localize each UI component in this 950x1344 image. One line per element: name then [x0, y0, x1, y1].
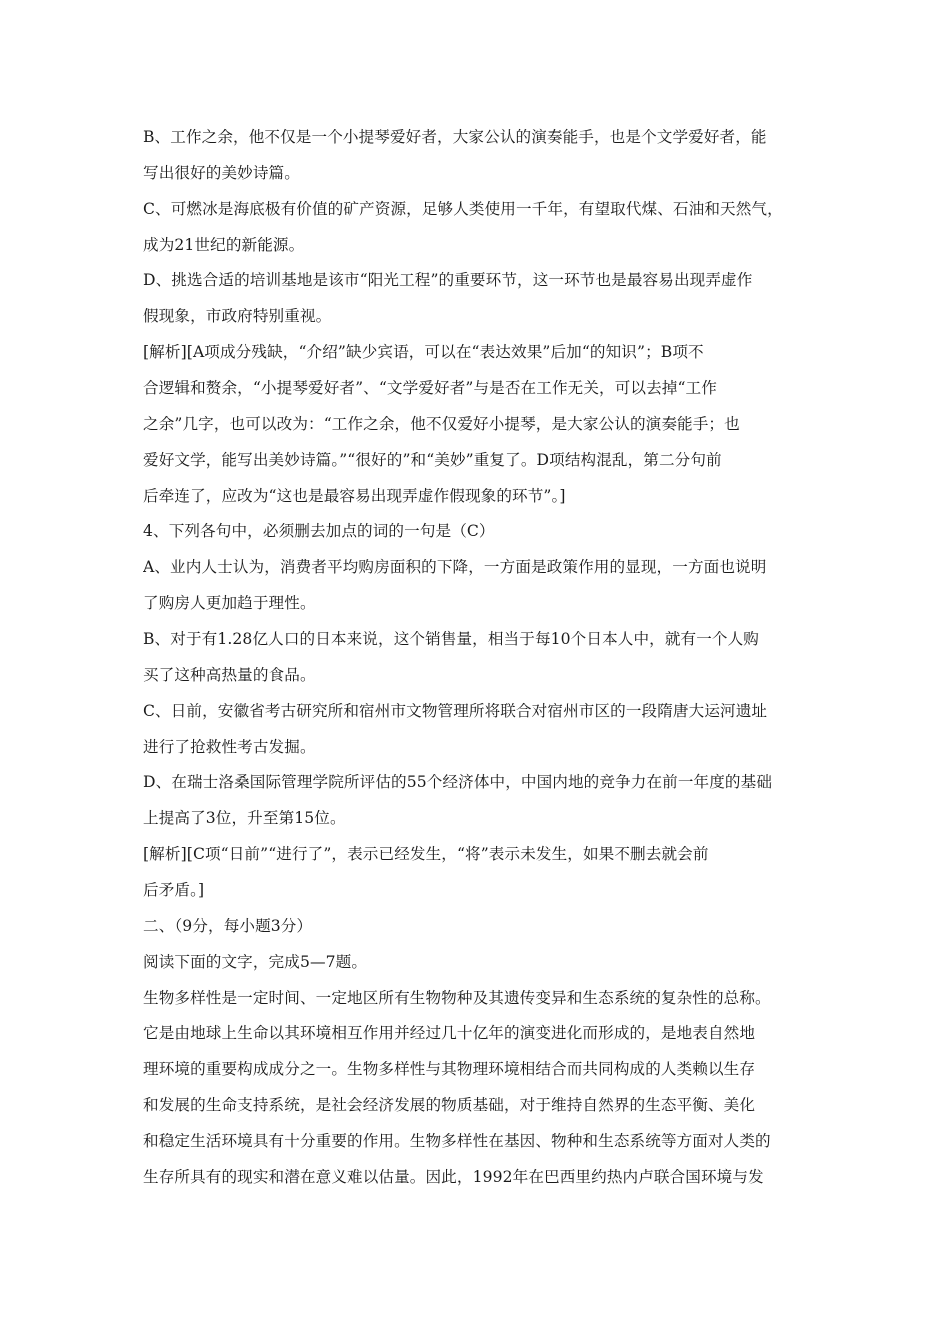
text-line: [解析][C项“日前”“进行了”，表示已经发生，“将”表示未发生，如果不删去就会前 [143, 845, 709, 863]
text-line: 爱好文学，能写出美妙诗篇。”“很好的”和“美妙”重复了。D项结构混乱，第二分句前 [143, 451, 722, 469]
text-line: C、可燃冰是海底极有价值的矿产资源，足够人类使用一千年，有望取代煤、石油和天然气， [143, 200, 783, 218]
text-line: 进行了抢救性考古发掘。 [143, 738, 316, 756]
text-line: 理环境的重要构成成分之一。生物多样性与其物理环境相结合而共同构成的人类赖以生存 [143, 1060, 756, 1078]
section-heading: 二、（9分，每小题3分） [143, 917, 313, 935]
text-line: D、挑选合适的培训基地是该市“阳光工程”的重要环节，这一环节也是最容易出现弄虚作 [143, 271, 753, 289]
text-line: 后牵连了，应改为“这也是最容易出现弄虚作假现象的环节”。] [143, 487, 566, 505]
text-line: 生物多样性是一定时间、一定地区所有生物物种及其遗传变异和生态系统的复杂性的总称。 [143, 989, 771, 1007]
text-line: 上提高了3位，升至第15位。 [143, 809, 346, 827]
text-line: 写出很好的美妙诗篇。 [143, 164, 300, 182]
text-line: 4、下列各句中，必须删去加点的词的一句是（C） [143, 522, 495, 540]
text-line: B、对于有1.28亿人口的日本来说，这个销售量，相当于每10个日本人中，就有一个人购 [143, 630, 760, 648]
text-line: 假现象，市政府特别重视。 [143, 307, 332, 325]
text-line: 后矛盾。] [143, 881, 205, 899]
text-line: 它是由地球上生命以其环境相互作用并经过几十亿年的演变进化而形成的，是地表自然地 [143, 1024, 756, 1042]
text-line: D、在瑞士洛桑国际管理学院所评估的55个经济体中，中国内地的竞争力在前一年度的基础 [143, 773, 773, 791]
text-line: 阅读下面的文字，完成5—7题。 [143, 953, 368, 971]
text-line: 了购房人更加趋于理性。 [143, 594, 316, 612]
text-line: 买了这种高热量的食品。 [143, 666, 316, 684]
text-line: 合逻辑和赘余，“小提琴爱好者”、“文学爱好者”与是否在工作无关，可以去掉“工作 [143, 379, 717, 397]
text-line: [解析][A项成分残缺，“介绍”缺少宾语，可以在“表达效果”后加“的知识”；B项不 [143, 343, 704, 361]
text-line: 生存所具有的现实和潜在意义难以估量。因此，1992年在巴西里约热内卢联合国环境与发 [143, 1168, 764, 1186]
text-line: 和发展的生命支持系统，是社会经济发展的物质基础，对于维持自然界的生态平衡、美化 [143, 1096, 756, 1114]
text-line: A、业内人士认为，消费者平均购房面积的下降，一方面是政策作用的显现，一方面也说明 [143, 558, 767, 576]
text-line: 和稳定生活环境具有十分重要的作用。生物多样性在基因、物种和生态系统等方面对人类的 [143, 1132, 771, 1150]
text-line: 之余”几字，也可以改为：“工作之余，他不仅爱好小提琴，是大家公认的演奏能手；也 [143, 415, 740, 433]
text-line: B、工作之余，他不仅是一个小提琴爱好者，大家公认的演奏能手，也是个文学爱好者，能 [143, 128, 767, 146]
text-line: C、日前，安徽省考古研究所和宿州市文物管理所将联合对宿州市区的一段隋唐大运河遗址 [143, 702, 768, 720]
text-line: 成为21世纪的新能源。 [143, 236, 305, 254]
